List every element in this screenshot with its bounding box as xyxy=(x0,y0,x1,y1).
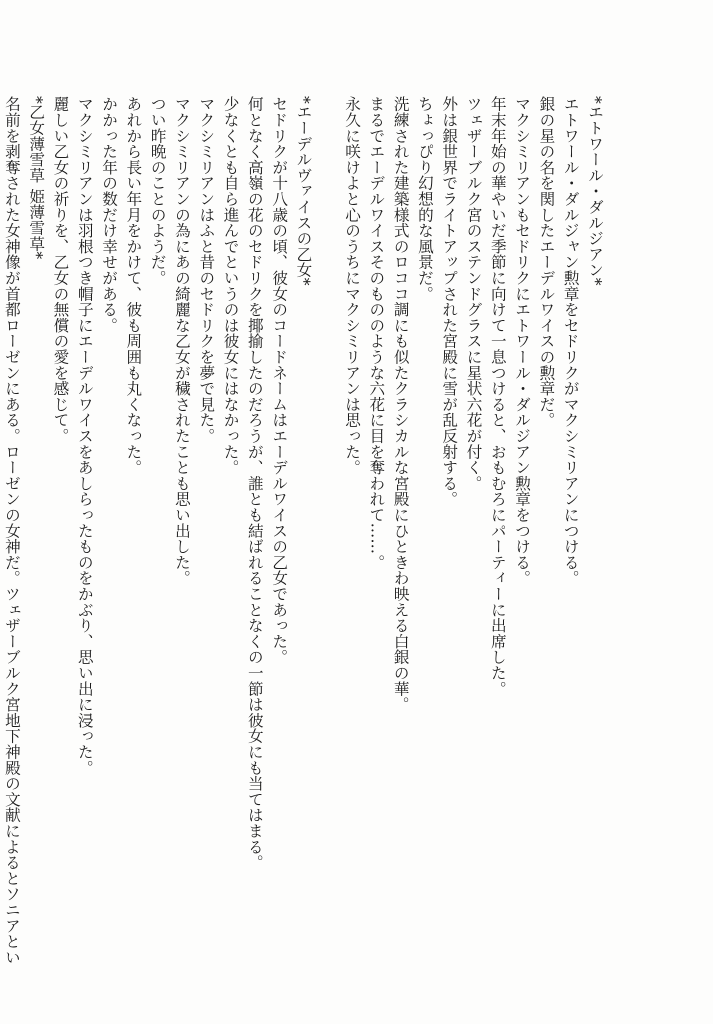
section-title: *エーデルヴァイスの乙女* xyxy=(294,96,313,286)
paragraph-line: マクシミリアンはふと昔のセドリクを夢で見た。 xyxy=(197,96,216,444)
paragraph-line: 少なくとも自ら進んでというのは彼女にはなかった。 xyxy=(221,96,240,476)
paragraph-line: マクシミリアンは羽根つき帽子にエーデルワイスをあしらったものをかぶり、思い出に浸った。 xyxy=(75,96,94,776)
paragraph-line: 麗しい乙女の祈りを、乙女の無償の愛を感じて。 xyxy=(51,96,70,444)
paragraph-line: かかった年の数だけ幸せがある。 xyxy=(100,96,119,333)
vertical-text-body xyxy=(0,96,607,965)
paragraph-line: 外は銀世界でライトアップされた宮殿に雪が乱反射する。 xyxy=(440,96,459,507)
paragraph-line: マクシミリアンもセドリクにエトワール・ダルジアン勲章をつける。 xyxy=(513,96,532,586)
paragraph-line: つい昨晩のことのようだ。 xyxy=(148,96,167,286)
paragraph-line: まるでエーデルワイスそのもののような六花に目を奪われて……。 xyxy=(367,96,386,570)
paragraph-line: ちょっぴり幻想的な風景だ。 xyxy=(415,96,434,302)
paragraph-line: 洗練された建築様式のロココ調にも似たクラシカルな宮殿にひときわ映える白銀の華。 xyxy=(391,96,410,713)
section-title: *エトワール・ダルジアン* xyxy=(586,96,604,286)
paragraph-line: マクシミリアンの為にあの綺麗な乙女が穢されたことも思い出した。 xyxy=(172,96,191,586)
paragraph-line: 名前を剥奪された女神像が首都ローゼンにある。ローゼンの女神だ。ツェザーブルク宮地下神殿の文献によるとソニアとい xyxy=(2,96,21,965)
paragraph-line: ツェザーブルク宮のステンドグラスに星状六花が付く。 xyxy=(464,96,483,491)
section-gap xyxy=(315,96,339,936)
paragraph-line: セドリクが十八歳の頃、彼女のコードネームはエーデルワイスの乙女であった。 xyxy=(270,96,289,665)
section-title: *乙女薄雪草 姫薄雪草* xyxy=(27,96,46,260)
paragraph-line: 銀の星の名を関したエーデルワイスの勲章だ。 xyxy=(537,96,556,428)
paragraph-line: 何となく高嶺の花のセドリクを揶揄したのだろうが、誰とも結ばれることなくの一節は彼女にも当てはまる。 xyxy=(245,96,264,871)
paragraph-line: エトワール・ダルジャン勲章をセドリクがマクシミリアンにつける。 xyxy=(561,96,580,586)
paragraph-line: 永久に咲けよと心のうちにマクシミリアンは思った。 xyxy=(343,96,362,476)
paragraph-line: あれから長い年月をかけて、彼も周囲も丸くなった。 xyxy=(124,96,143,476)
paragraph-line: 年末年始の華やいだ季節に向けて一息つけると、おもむろにパーティーに出席した。 xyxy=(488,96,507,697)
